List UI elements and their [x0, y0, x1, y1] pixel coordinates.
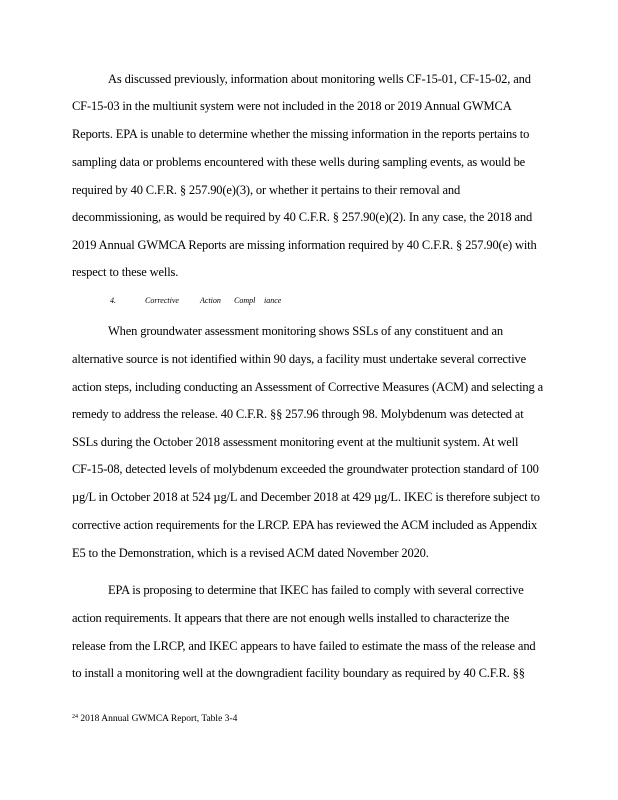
text-line: E5 to the Demonstration, which is a revised ACM dated November 2020. — [72, 546, 429, 560]
text-line: Reports. EPA is unable to determine whether the missing information in the reports pertains to — [72, 127, 530, 141]
text-line: µg/L in October 2018 at 524 µg/L and December 2018 at 429 µg/L. IKEC is therefore subject to — [72, 490, 540, 504]
text-line: respect to these wells. — [72, 265, 179, 279]
section-title-word: Corrective — [145, 296, 179, 305]
text-line: EPA is proposing to determine that IKEC has failed to comply with several corrective — [108, 583, 524, 597]
section-title-word: Compl — [234, 296, 256, 305]
text-line: corrective action requirements for the LRCP. EPA has reviewed the ACM included as Appendix — [72, 518, 538, 532]
footnote-text: 2018 Annual GWMCA Report, Table 3-4 — [80, 714, 238, 724]
text-line: action requirements. It appears that there are not enough wells installed to characterize the — [72, 611, 510, 625]
section-number: 4. — [110, 296, 116, 305]
text-line: action steps, including conducting an Assessment of Corrective Measures (ACM) and selecting a — [72, 380, 544, 394]
text-line: As discussed previously, information about monitoring wells CF-15-01, CF-15-02, and — [108, 72, 531, 86]
text-line: alternative source is not identified within 90 days, a facility must undertake several corrective — [72, 352, 527, 366]
text-line: CF-15-03 in the multiunit system were not included in the 2018 or 2019 Annual GWMCA — [72, 99, 512, 113]
text-line: 2019 Annual GWMCA Reports are missing information required by 40 C.F.R. § 257.90(e) with — [72, 238, 537, 252]
text-line: release from the LRCP, and IKEC appears to have failed to estimate the mass of the release and — [72, 639, 536, 653]
text-line: sampling data or problems encountered with these wells during sampling events, as would be — [72, 155, 526, 169]
section-title-word: Action — [200, 296, 221, 305]
text-line: SSLs during the October 2018 assessment monitoring event at the multiunit system. At well — [72, 435, 519, 449]
section-title-word: iance — [264, 296, 282, 305]
text-line: to install a monitoring well at the downgradient facility boundary as required by 40 C.F.R. §§ — [72, 666, 525, 680]
text-line: When groundwater assessment monitoring shows SSLs of any constituent and an — [108, 324, 503, 338]
text-line: decommissioning, as would be required by 40 C.F.R. § 257.90(e)(2). In any case, the 2018 and — [72, 210, 533, 224]
footnote-number: 24 — [72, 714, 78, 720]
text-line: required by 40 C.F.R. § 257.90(e)(3), or whether it pertains to their removal and — [72, 183, 461, 197]
text-line: CF-15-08, detected levels of molybdenum exceeded the groundwater protection standard of 100 — [72, 462, 539, 476]
text-line: remedy to address the release. 40 C.F.R. §§ 257.96 through 98. Molybdenum was detected at — [72, 407, 524, 421]
footnote — [72, 712, 237, 725]
